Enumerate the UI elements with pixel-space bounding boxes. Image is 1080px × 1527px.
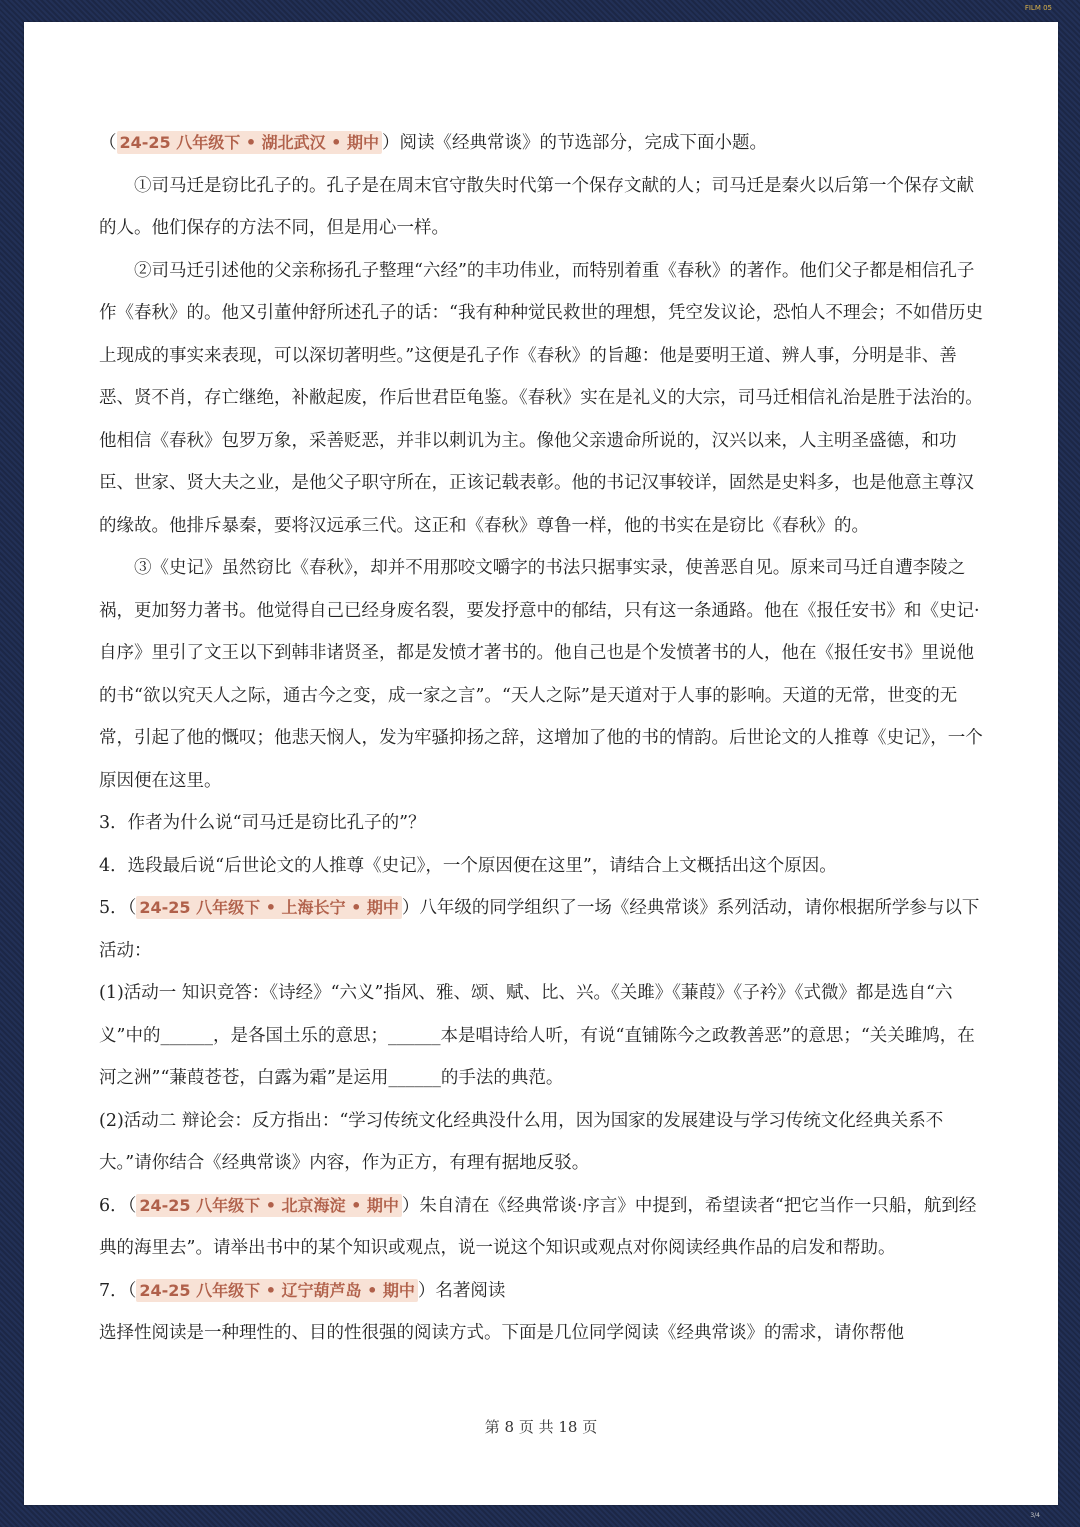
intro-open: （ bbox=[99, 133, 117, 153]
passage-paragraph-2: ②司马迁引述他的父亲称扬孔子整理“六经”的丰功伟业，而特别着重《春秋》的著作。他们父子都是相信孔子作《春秋》的。他又引董仲舒所述孔子的话：“我有种种觉民救世的理想，凭空发议论，恐怕人不理会；不如借历史上现成的事实来表现，可以深切著明些。”这便是孔子作《春秋》的旨趣：他是要明王道、辨人事，分明是非、善恶、贤不肖，存亡继绝，补敝起废，作后世君臣龟鉴。《春秋》实在是礼义的大宗，司马迁相信礼治是胜于法治的。他相信《春秋》包罗万象，采善贬恶，并非以刺讥为主。像他父亲遗命所说的，汉兴以来，人主明圣盛德，和功臣、世家、贤大夫之业，是他父子职守所在，正该记载表彰。他的书记汉事较详，固然是史料多，也是他意主尊汉的缘故。他排斥暴秦，要将汉远承三代。这正和《春秋》尊鲁一样，他的书实在是窃比《春秋》的。 bbox=[99, 260, 983, 536]
question-6-text: ）朱自清在《经典常谈·序言》中提到，希望读者“把它当作一只船，航到经典的海里去”。请举出书中的某个知识或观点，说一说这个知识或观点对你阅读经典作品的启发和帮助。 bbox=[99, 1195, 977, 1258]
document-content bbox=[99, 122, 983, 1355]
reading-intro bbox=[99, 122, 983, 165]
question-6 bbox=[99, 1185, 983, 1270]
question-5-number: 5．（ bbox=[99, 898, 137, 918]
source-tag: 24-25 八年级下 • 北京海淀 • 期中 bbox=[136, 1194, 401, 1217]
question-7-body: 选择性阅读是一种理性的、目的性很强的阅读方式。下面是几位同学阅读《经典常谈》的需求，请你帮他 bbox=[99, 1323, 904, 1343]
watermark-logo: FILM 05 bbox=[1024, 4, 1052, 12]
source-tag: 24-25 八年级下 • 辽宁葫芦岛 • 期中 bbox=[136, 1279, 417, 1302]
document-page bbox=[24, 22, 1058, 1505]
question-7-text: ）名著阅读 bbox=[417, 1280, 506, 1301]
question-6-number: 6．（ bbox=[99, 1195, 137, 1216]
question-3: 3．作者为什么说“司马迁是窃比孔子的”？ bbox=[99, 813, 426, 833]
corner-mark: 3/4 bbox=[1030, 1512, 1040, 1519]
passage-paragraph-1: ①司马迁是窃比孔子的。孔子是在周末官守散失时代第一个保存文献的人；司马迁是秦火以后第一个保存文献的人。他们保存的方法不同，但是用心一样。 bbox=[99, 175, 974, 238]
intro-text: ）阅读《经典常谈》的节选部分，完成下面小题。 bbox=[381, 133, 767, 153]
question-5-text: ）八年级的同学组织了一场《经典常谈》系列活动，请你根据所学参与以下活动： bbox=[99, 898, 980, 961]
source-tag: 24-25 八年级下 • 湖北武汉 • 期中 bbox=[117, 131, 382, 154]
question-7-number: 7．（ bbox=[99, 1280, 137, 1301]
passage-paragraph-3: ③《史记》虽然窃比《春秋》，却并不用那咬文嚼字的书法只据事实录，使善恶自见。原来司马迁自遭李陵之祸，更加努力著书。他觉得自己已经身废名裂，要发抒意中的郁结，只有这一条通路。他在《报任安书》和《史记·自序》里引了文王以下到韩非诸贤圣，都是发愤才著书的。他自己也是个发愤著书的人，他在《报任安书》里说他的书“欲以究天人之际，通古今之变，成一家之言”。“天人之际”是天道对于人事的影响。天道的无常，世变的无常，引起了他的慨叹；他悲天悯人，发为牢骚抑扬之辞，这增加了他的书的情韵。后世论文的人推尊《史记》，一个原因便在这里。 bbox=[99, 558, 983, 791]
question-5-sub-2: (2)活动二 辩论会：反方指出：“学习传统文化经典没什么用，因为国家的发展建设与学习传统文化经典关系不大。”请你结合《经典常谈》内容，作为正方，有理有据地反驳。 bbox=[99, 1110, 944, 1173]
question-5-sub-1: (1)活动一 知识竞答：《诗经》“六义”指风、雅、颂、赋、比、兴。《关雎》《蒹葭》《子衿》《式微》都是选自“六义”中的______，是各国土乐的意思；______本是唱诗给人听，有说“直铺陈今之政教善恶”的意思；“关关雎鸠，在河之洲”“蒹葭苍苍，白露为霜”是运用______的手法的典范。 bbox=[99, 983, 975, 1088]
question-5 bbox=[99, 887, 983, 972]
question-4: 4．选段最后说“后世论文的人推尊《史记》，一个原因便在这里”，请结合上文概括出这个原因。 bbox=[99, 855, 837, 876]
question-7 bbox=[99, 1270, 983, 1313]
page-number: 第 8 页 共 18 页 bbox=[484, 1418, 598, 1436]
source-tag: 24-25 八年级下 • 上海长宁 • 期中 bbox=[136, 896, 401, 919]
